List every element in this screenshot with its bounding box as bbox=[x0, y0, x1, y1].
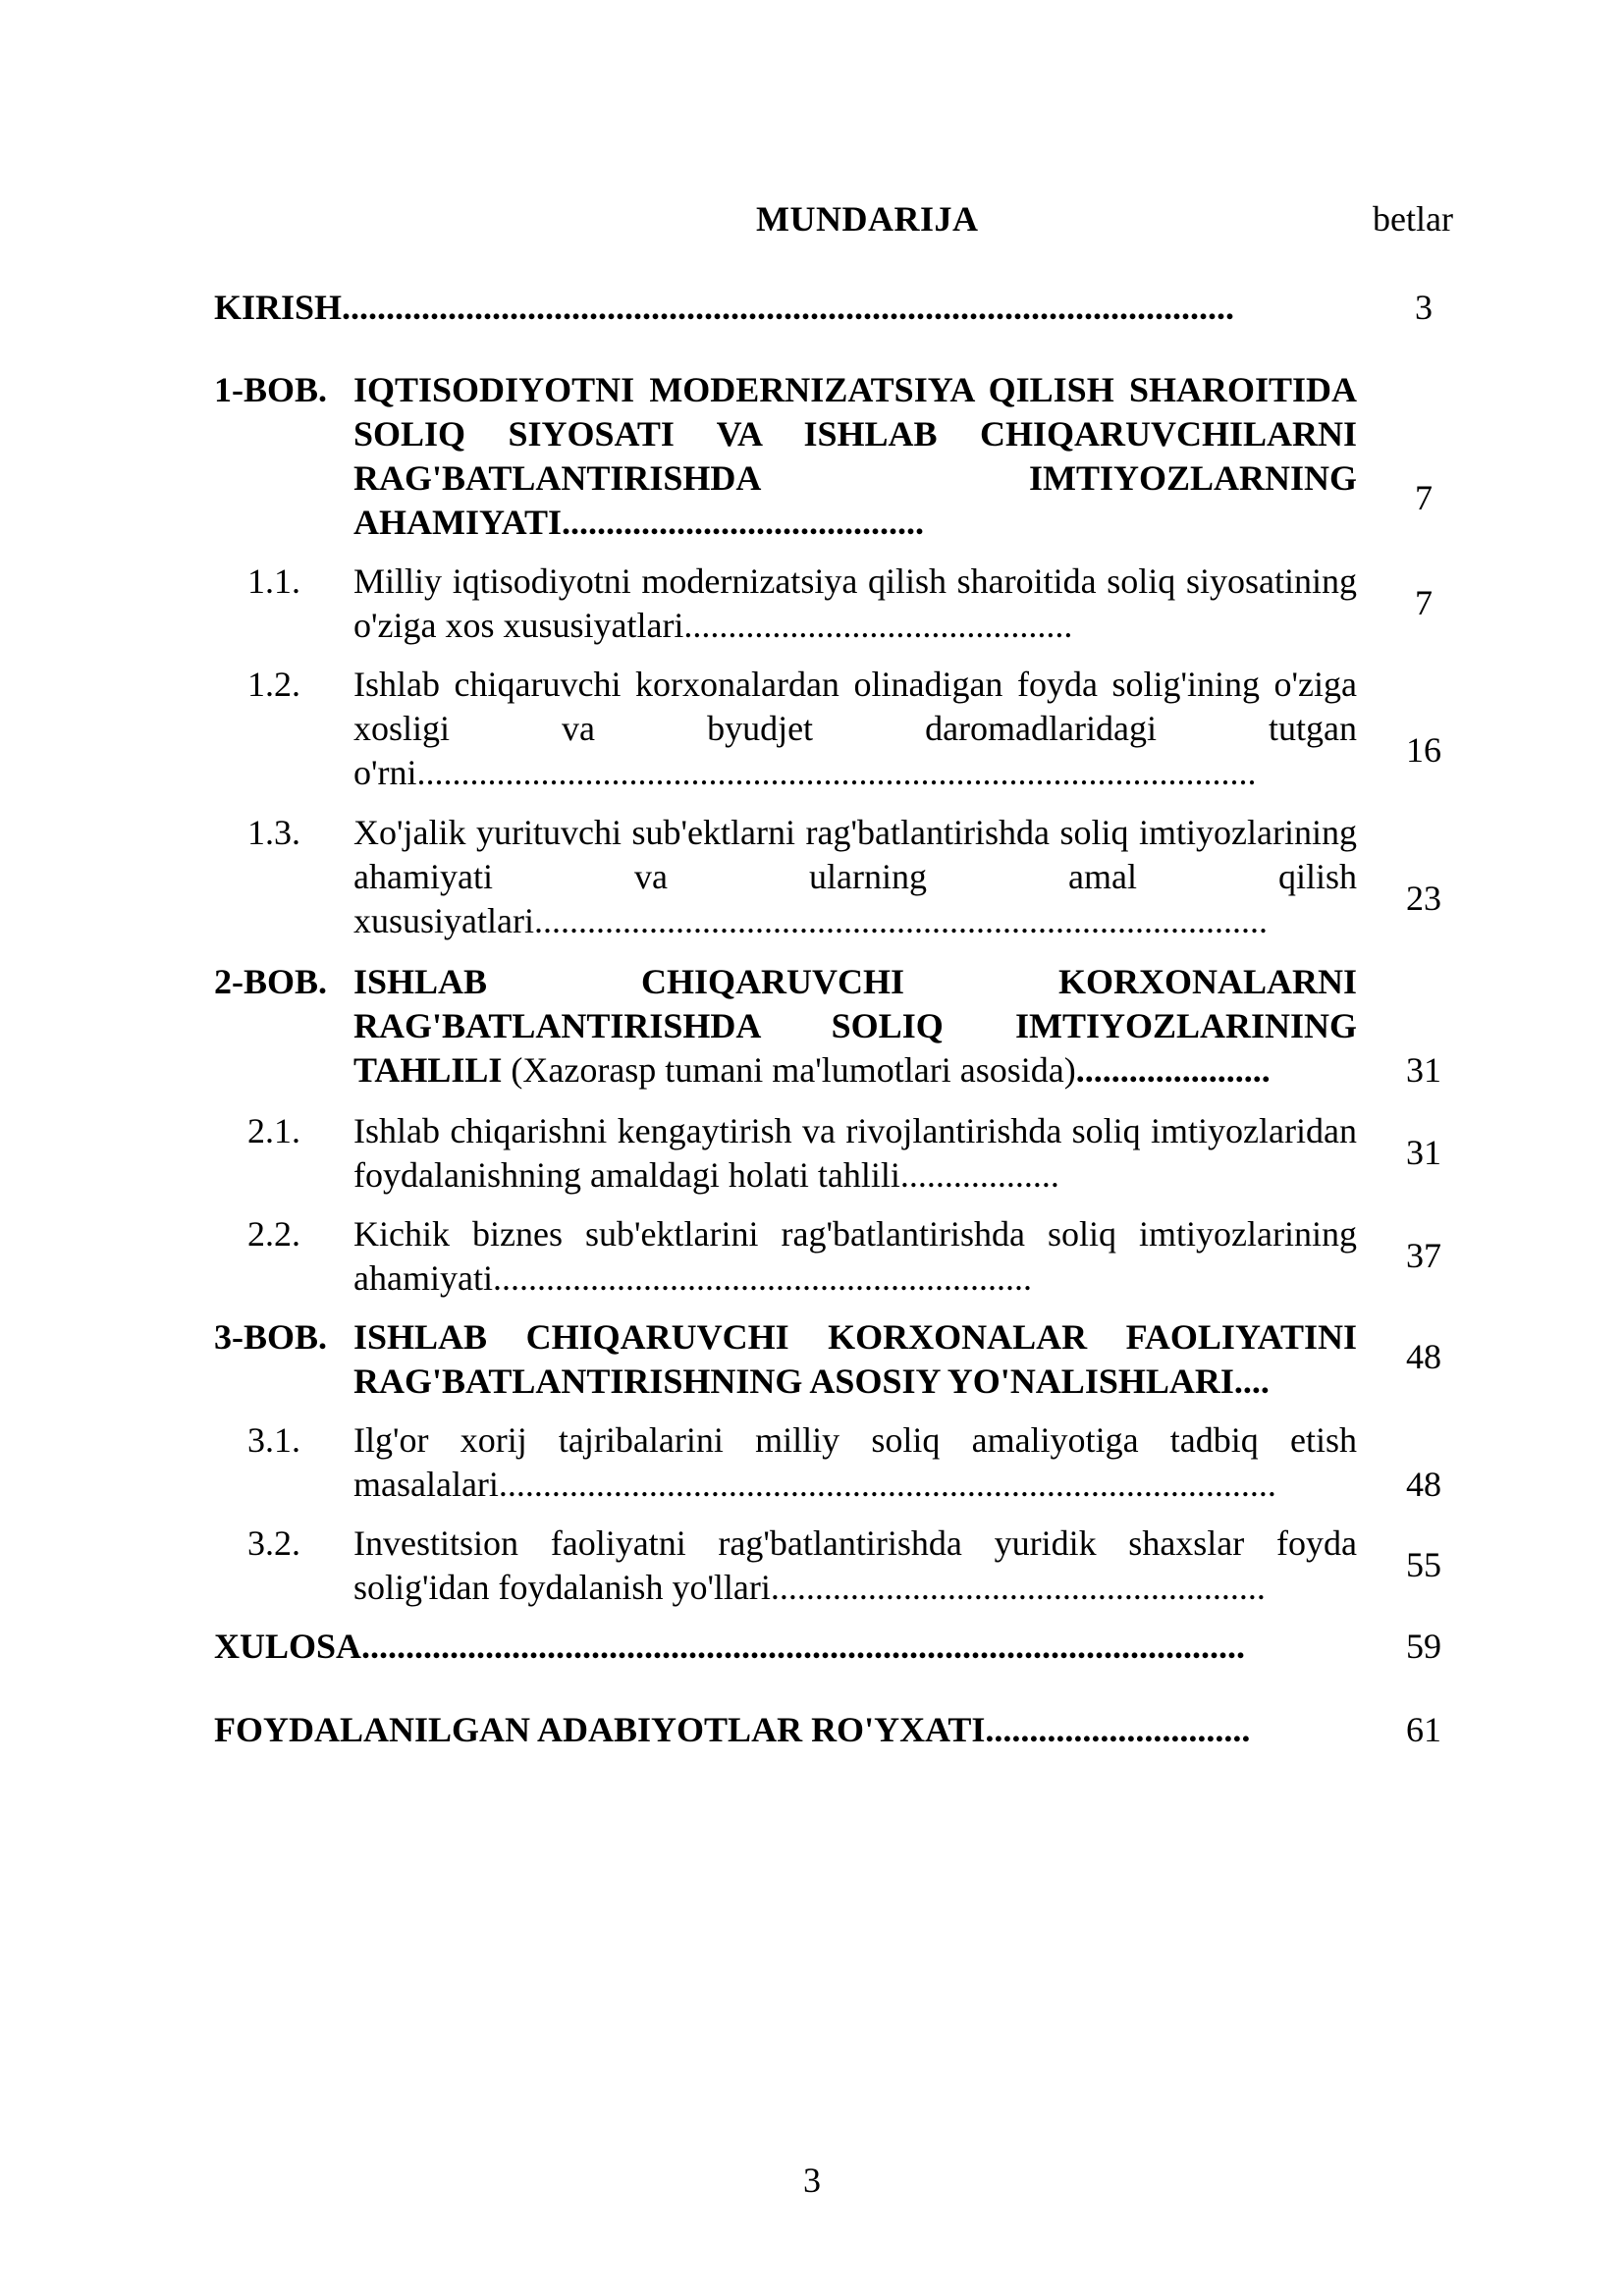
toc-entry-page: 31 bbox=[1406, 1050, 1441, 1090]
toc-entry-page: 55 bbox=[1406, 1545, 1441, 1584]
toc-entry-page: 48 bbox=[1406, 1465, 1441, 1504]
toc-entry-page: 59 bbox=[1406, 1627, 1441, 1666]
toc-entry-page: 61 bbox=[1406, 1710, 1441, 1749]
toc-entry-page: 3 bbox=[1415, 288, 1433, 327]
pages-column-label: betlar bbox=[1373, 199, 1453, 239]
toc-entry-text: Ilg'or xorij tajribalarini milliy soliq amaliyotiga tadbiq etish masalalari........................................................................................ bbox=[353, 1420, 1357, 1504]
toc-entry-text: Ishlab chiqarishni kengaytirish va rivojlantirishda soliq imtiyozlaridan foydalanishning amaldagi holati tahlili.................. bbox=[353, 1111, 1357, 1195]
toc-entry-page: 7 bbox=[1415, 478, 1433, 517]
toc-entry-number: 2.1. bbox=[247, 1111, 300, 1150]
toc-entry-number: 2.2. bbox=[247, 1214, 300, 1254]
toc-entry-page: 37 bbox=[1406, 1236, 1441, 1275]
toc-entry-page: 48 bbox=[1406, 1337, 1441, 1376]
toc-entry-number: 3.1. bbox=[247, 1420, 300, 1460]
toc-entry-page: 31 bbox=[1406, 1133, 1441, 1172]
toc-entry-number: 1.2. bbox=[247, 665, 300, 704]
toc-entry-text: Ishlab chiqaruvchi korxonalardan olinadigan foyda solig'ining o'ziga xosligi va byudjet daromadlaridagi tutgan o'rni............................................................................................... bbox=[353, 665, 1357, 792]
toc-entry-number: 2-BOB. bbox=[214, 962, 328, 1001]
toc-entry-text: ISHLAB CHIQARUVCHI KORXONALAR FAOLIYATINI RAG'BATLANTIRISHNING ASOSIY YO'NALISHLARI.... bbox=[353, 1317, 1357, 1401]
toc-entry-number: 1.3. bbox=[247, 813, 300, 852]
toc-entry-page: 7 bbox=[1415, 583, 1433, 622]
toc-entry-text: ISHLAB CHIQARUVCHI KORXONALARNI RAG'BATLANTIRISHDA SOLIQ IMTIYOZLARINING TAHLILI (Xazorasp tumani ma'lumotlari asosida)...................... bbox=[353, 962, 1357, 1090]
toc-entry-number: 1.1. bbox=[247, 561, 300, 601]
toc-entry-number: 3.2. bbox=[247, 1523, 300, 1563]
toc-entry-text: Investitsion faoliyatni rag'batlantirishda yuridik shaxslar foyda solig'idan foydalanish yo'llari........................................................ bbox=[353, 1523, 1357, 1607]
toc-entry-text: KIRISH..................................................................................................... bbox=[214, 288, 1235, 327]
toc-entry-page: 16 bbox=[1406, 730, 1441, 770]
toc-entry-text: IQTISODIYOTNI MODERNIZATSIYA QILISH SHAROITIDA SOLIQ SIYOSATI VA ISHLAB CHIQARUVCHILARNI RAG'BATLANTIRISHDA IMTIYOZLARNING AHAMIYATI......................................... bbox=[353, 370, 1357, 542]
toc-entry-page: 23 bbox=[1406, 879, 1441, 918]
toc-entry-text: Kichik biznes sub'ektlarini rag'batlantirishda soliq imtiyozlarining ahamiyati............................................................. bbox=[353, 1214, 1357, 1298]
toc-title: MUNDARIJA bbox=[756, 199, 979, 239]
toc-entry-text: Milliy iqtisodiyotni modernizatsiya qilish sharoitida soliq siyosatining o'ziga xos xususiyatlari............................................ bbox=[353, 561, 1357, 645]
toc-entry-number: 1-BOB. bbox=[214, 370, 328, 409]
toc-entry-text: FOYDALANILGAN ADABIYOTLAR RO'YXATI.............................. bbox=[214, 1710, 1251, 1749]
toc-entry-text: Xo'jalik yurituvchi sub'ektlarni rag'batlantirishda soliq imtiyozlarining ahamiyati va ularning amal qilish xususiyatlari................................................................................... bbox=[353, 813, 1357, 940]
toc-entry-number: 3-BOB. bbox=[214, 1317, 328, 1357]
page-number: 3 bbox=[803, 2161, 821, 2200]
toc-entry-text: XULOSA.................................................................................................... bbox=[214, 1627, 1246, 1666]
